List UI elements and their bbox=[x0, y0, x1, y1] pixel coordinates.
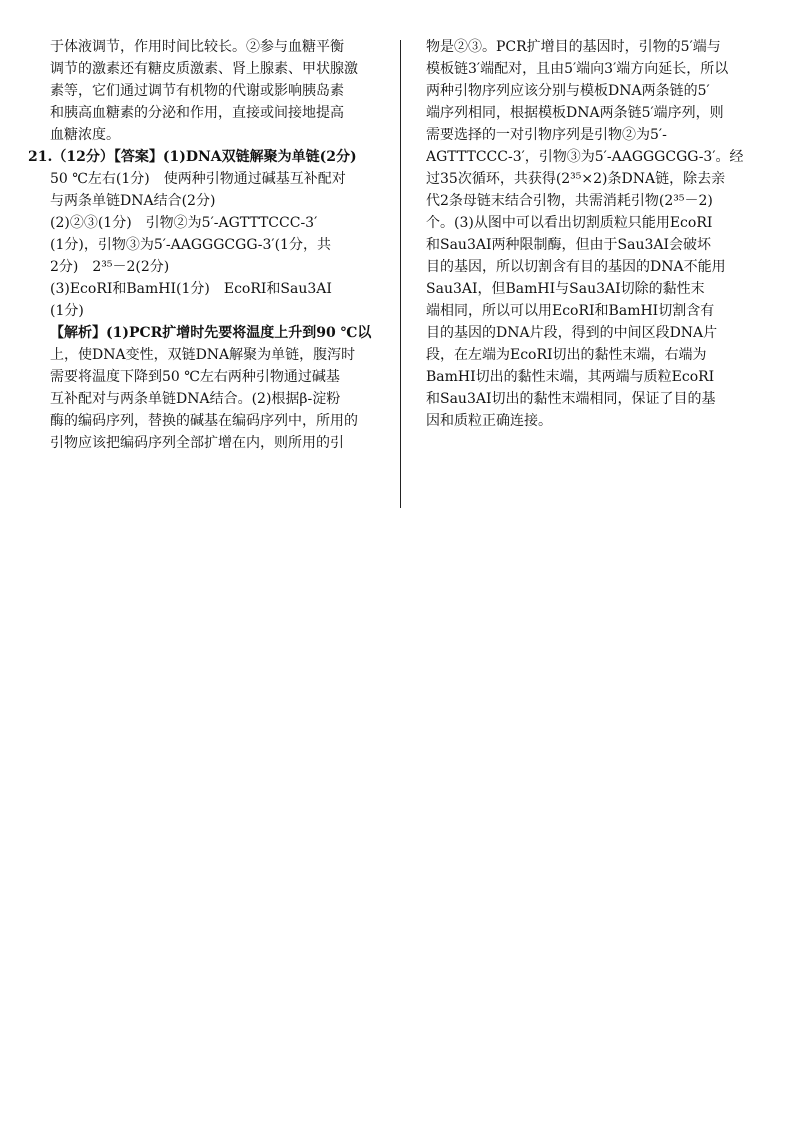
text-line: 和Sau3AⅠ切出的黏性末端相同，保证了目的基 bbox=[426, 391, 716, 407]
text-line: (3)EcoRⅠ和BamHⅠ(1分) EcoRⅠ和Sau3AⅠ bbox=[50, 281, 332, 297]
text-line: 和Sau3AⅠ两种限制酶，但由于Sau3AⅠ会破坏 bbox=[426, 237, 712, 253]
analysis-heading: 【解析】(1)PCR扩增时先要将温度上升到90 ℃以 bbox=[50, 325, 372, 341]
text-line: 血糖浓度。 bbox=[50, 127, 120, 143]
text-line: 上，使DNA变性，双链DNA解聚为单链，腹泻时 bbox=[50, 347, 356, 363]
text-line: 个。(3)从图中可以看出切割质粒只能用EcoRⅠ bbox=[426, 215, 713, 231]
text-line: 于体液调节，作用时间比较长。②参与血糖平衡 bbox=[50, 39, 344, 55]
text-line: AGTTTCCC-3′，引物③为5′-AAGGGCGG-3′。经 bbox=[426, 149, 744, 165]
answer-heading: 21.（12分）【答案】(1)DNA双链解聚为单链(2分) bbox=[28, 149, 357, 165]
text-line: (1分)，引物③为5′-AAGGGCGG-3′(1分，共 bbox=[50, 237, 331, 253]
text-line: 目的基因的DNA片段，得到的中间区段DNA片 bbox=[426, 325, 718, 341]
text-line: 需要选择的一对引物序列是引物②为5′- bbox=[426, 127, 667, 143]
text-line: 引物应该把编码序列全部扩增在内，则所用的引 bbox=[50, 435, 344, 451]
text-line: 与两条单链DNA结合(2分) bbox=[50, 193, 216, 209]
column-divider bbox=[400, 40, 401, 508]
text-line: 目的基因，所以切割含有目的基因的DNA不能用 bbox=[426, 259, 726, 275]
text-line: 50 ℃左右(1分) 使两种引物通过碱基互补配对 bbox=[50, 171, 346, 187]
text-line: 模板链3′端配对，且由5′端向3′端方向延长，所以 bbox=[426, 61, 729, 77]
text-line: Sau3AⅠ，但BamHⅠ与Sau3AⅠ切除的黏性末 bbox=[426, 281, 705, 297]
text-line: 因和质粒正确连接。 bbox=[426, 413, 552, 429]
text-line: 端序列相同，根据模板DNA两条链5′端序列，则 bbox=[426, 105, 724, 121]
right-column bbox=[426, 36, 760, 432]
text-line: 物是②③。PCR扩增目的基因时，引物的5′端与 bbox=[426, 39, 721, 55]
text-line: 端相同，所以可以用EcoRⅠ和BamHⅠ切割含有 bbox=[426, 303, 715, 319]
text-line: 互补配对与两条单链DNA结合。(2)根据β-淀粉 bbox=[50, 391, 341, 407]
text-line: 过35次循环，共获得(2³⁵×2)条DNA链，除去亲 bbox=[426, 171, 726, 187]
text-line: 代2条母链末结合引物，共需消耗引物(2³⁵－2) bbox=[426, 193, 713, 209]
text-line: 和胰高血糖素的分泌和作用，直接或间接地提高 bbox=[50, 105, 344, 121]
text-line: (1分) bbox=[50, 303, 84, 319]
left-column bbox=[28, 36, 384, 454]
text-line: 酶的编码序列，替换的碱基在编码序列中，所用的 bbox=[50, 413, 358, 429]
text-line: 调节的激素还有糖皮质激素、肾上腺素、甲状腺激 bbox=[50, 61, 358, 77]
text-line: 素等，它们通过调节有机物的代谢或影响胰岛素 bbox=[50, 83, 344, 99]
text-line: 两种引物序列应该分别与模板DNA两条链的5′ bbox=[426, 83, 710, 99]
text-line: (2)②③(1分) 引物②为5′-AGTTTCCC-3′ bbox=[50, 215, 318, 231]
text-line: 需要将温度下降到50 ℃左右两种引物通过碱基 bbox=[50, 369, 340, 385]
text-line: 段，在左端为EcoRⅠ切出的黏性末端，右端为 bbox=[426, 347, 707, 363]
text-line: 2分) 2³⁵－2(2分) bbox=[50, 259, 170, 275]
text-line: BamHⅠ切出的黏性末端，其两端与质粒EcoRⅠ bbox=[426, 369, 715, 385]
